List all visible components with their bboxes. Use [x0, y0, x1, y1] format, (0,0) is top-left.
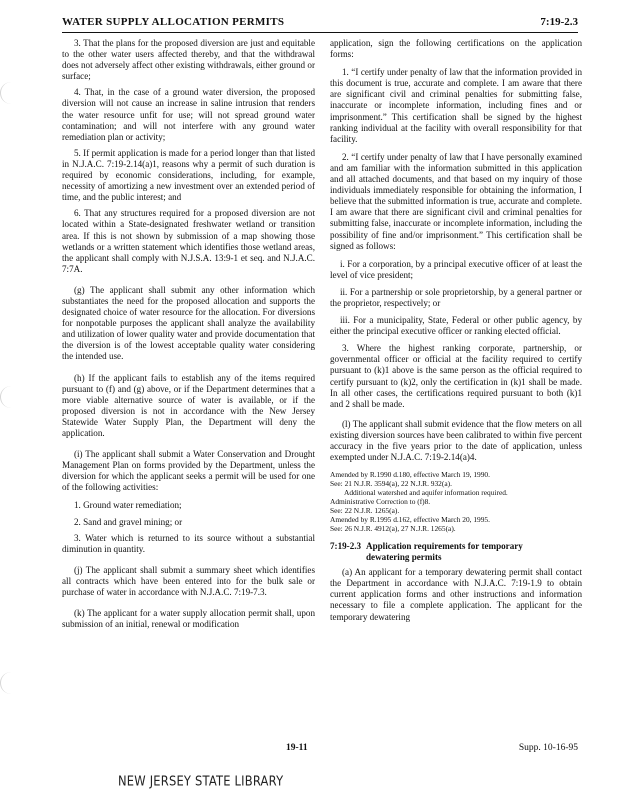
section-number: 7:19-2.3	[330, 541, 362, 552]
page-number: 19-11	[286, 743, 308, 753]
header-title: WATER SUPPLY ALLOCATION PERMITS	[62, 16, 285, 28]
header-section-number: 7:19-2.3	[540, 16, 578, 28]
history-line: See: 21 N.J.R. 3594(a), 22 N.J.R. 932(a).	[330, 479, 452, 489]
sub-item: ii. For a partnership or sole proprietorship, by a general partner or the proprietor, respectively; or	[330, 286, 582, 308]
list-item: 3. That the plans for the proposed diversion are just and equitable to the other water users affected thereby, and that the withdrawal does not adversely affect other existing withdrawals, either ground or surface;	[62, 38, 315, 82]
section-title: Application requirements for temporary	[366, 541, 523, 552]
paragraph-g: (g) The applicant shall submit any other information which substantiates the need for the proposed allocation and supports the designated choice of water resource for the allocation. For diversions for nonpotable purposes the applicant shall analyze the availability and utilization of lower quality water and provide documentation that the diversion is of the lowest acceptable quality water considering the intended use.	[62, 284, 315, 362]
library-stamp: NEW JERSEY STATE LIBRARY	[118, 772, 284, 790]
certification-1: 1. “I certify under penalty of law that the information provided in this document is true, accurate and complete. I am aware that there are significant civil and criminal penalties for submitting false, inaccurate or incomplete information, including fines and or imprisonment.” This certification shall be signed by the highest ranking individual at the facility with overall responsibility for that facility.	[330, 67, 582, 144]
binding-mark	[0, 82, 17, 104]
list-item: 5. If permit application is made for a period longer than that listed in N.J.A.C. 7:19-2.14(a)1, reasons why a permit of such duration is required by economic considerations, including, for example, necessity of amortizing a new investment over an extended period of time, and the public interest; and	[62, 147, 315, 203]
binding-mark	[0, 386, 17, 408]
paragraph-i: (i) The applicant shall submit a Water Conservation and Drought Management Plan on forms provided by the Department, unless the diversion for which the applicant seeks a permit will be used for one of the following activities:	[62, 449, 315, 493]
list-item: 4. That, in the case of a ground water diversion, the proposed diversion will not cause an increase in saline intrusion that renders the water resource unfit for use; will not spread ground water contamination; and will not interfere with any ground water remediation plan or activity;	[62, 87, 315, 142]
certification-3: 3. Where the highest ranking corporate, partnership, or governmental officer or official at the facility required to certify pursuant to (k)1 above is the same person as the official required to certify pursuant to (k)2, only the certification in (k)1 shall be made. In all other cases, the certifications required pursuant to both (k)1 and 2 shall be made.	[330, 343, 582, 409]
list-item: 1. Ground water remediation;	[74, 500, 182, 511]
right-column	[330, 38, 582, 630]
paragraph-j: (j) The applicant shall submit a summary sheet which identifies all contracts which have been entered into for the bulk sale or purchase of water in accordance with N.J.A.C. 7:19-7.3.	[62, 564, 315, 598]
history-line: Amended by R.1995 d.162, effective March 20, 1995.	[330, 515, 490, 525]
list-item: 3. Water which is returned to its source without a substantial diminution in quantity.	[62, 532, 315, 554]
paragraph-a: (a) An applicant for a temporary dewatering permit shall contact the Department in accordance with N.J.A.C. 7:19-1.9 to obtain current application forms and other instructions and information necessary to file a complete application. The applicant for the temporary dewatering	[330, 567, 582, 622]
history-line: Administrative Correction to (f)8.	[330, 497, 431, 507]
section-title-continued: dewatering permits	[366, 552, 442, 563]
list-item: 2. Sand and gravel mining; or	[74, 516, 183, 527]
binding-mark	[0, 672, 17, 694]
sub-item: iii. For a municipality, State, Federal or other public agency, by either the principal executive officer or ranking elected official.	[330, 315, 582, 337]
sub-item: i. For a corporation, by a principal executive officer of at least the level of vice president;	[330, 258, 582, 280]
history-line: Additional watershed and aquifer information required.	[344, 488, 508, 498]
section-heading	[330, 541, 582, 563]
list-item: 6. That any structures required for a proposed diversion are not located within a State-designated freshwater wetland or transition area. If this is not shown by submission of a map showing those wetlands or a written statement which identifies those wetland areas, the applicant shall comply with N.J.S.A. 13:9-1 et seq. and N.J.A.C. 7:7A.	[62, 208, 315, 274]
certification-2: 2. “I certify under penalty of law that I have personally examined and am familiar with the information submitted in this application and all attached documents, and that based on my inquiry of those individuals immediately responsible for obtaining the information, I believe that the submitted information is true, accurate and complete. I am aware that there are significant civil and criminal penalties for submitting false, inaccurate or incomplete information, including the possibility of fine and/or imprisonment.” This certification shall be signed as follows:	[330, 151, 582, 251]
history-line: See: 22 N.J.R. 1265(a).	[330, 506, 400, 516]
supplement-date: Supp. 10-16-95	[518, 743, 578, 753]
left-column	[62, 38, 315, 637]
history-line: Amended by R.1990 d.180, effective March 19, 1990.	[330, 470, 490, 480]
paragraph-k: (k) The applicant for a water supply allocation permit shall, upon submission of an initial, renewal or modification	[62, 608, 315, 630]
paragraph-h: (h) If the applicant fails to establish any of the items required pursuant to (f) and (g) above, or if the Department determines that a more viable alternative source of water is available, or if the proposed diversion is not in accordance with the New Jersey Statewide Water Supply Plan, the Department will deny the application.	[62, 372, 315, 438]
certification-intro: application, sign the following certifications on the application forms:	[330, 38, 582, 60]
history-line: See: 26 N.J.R. 4912(a), 27 N.J.R. 1265(a).	[330, 524, 456, 534]
history-notes	[330, 470, 582, 533]
paragraph-l: (l) The applicant shall submit evidence that the flow meters on all existing diversion sources have been calibrated to within five percent accuracy in the five years prior to the date of application, unless exempted under N.J.A.C. 7:19-2.14(a)4.	[330, 418, 582, 463]
running-header	[62, 12, 578, 33]
